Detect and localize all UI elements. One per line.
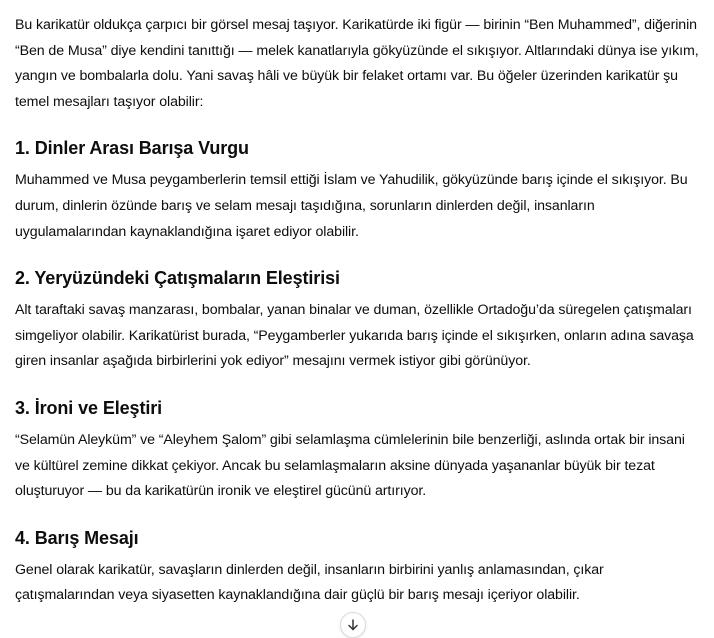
assistant-message (15, 13, 699, 609)
section-body-3: “Selamün Aleyküm” ve “Aleyhem Şalom” gibi selamlaşma cümlelerinin bile benzerliği, aslında ortak bir insani ve kültürel zemine dikkat çekiyor. Ancak bu selamlaşmaların aksine dünyada yaşananlar büyük bir tezat oluşturuyor — bu da karikatürün ironik ve eleştirel gücünü artırıyor. (15, 431, 685, 500)
section-body-4: Genel olarak karikatür, savaşların dinlerden değil, insanların birbirini yanlış anlamasından, çıkar çatışmalarından veya siyasetten kaynaklandığına dair güçlü bir barış mesajı içeriyor olabilir. (15, 561, 604, 604)
section-body-2: Alt taraftaki savaş manzarası, bombalar, yanan binalar ve duman, özellikle Ortadoğu’da süregelen çatışmaları simgeliyor olabilir. Karikatürist burada, “Peygamberler yukarıda barış içinde el sıkışırken, onların adına savaşa giren insanlar aşağıda birbirlerini yok ediyor” mesajını vermek istiyor gibi görünüyor. (15, 302, 694, 370)
arrow-down-icon (346, 618, 360, 632)
intro-paragraph: Bu karikatür oldukça çarpıcı bir görsel mesaj taşıyor. Karikatürde iki figür — birinin “Ben Muhammed”, diğerinin “Ben de Musa” diye kendini tanıttığı — melek kanatlarıyla gökyüzünde el sıkışıyor. Altlarındaki dünya ise yıkım, yangın ve bombalarla dolu. Yani savaş hâli ve büyük bir felaket ortamı var. Bu öğeler üzerinden karikatür şu temel mesajları taşıyor olabilir: (15, 17, 699, 110)
section-heading-2: 2. Yeryüzündeki Çatışmaların Eleştirisi (15, 268, 340, 289)
section-body-1: Muhammed ve Musa peygamberlerin temsil ettiği İslam ve Yahudilik, gökyüzünde barış içinde el sıkışıyor. Bu durum, dinlerin özünde barış ve selam mesajı taşıdığına, sorunların dinlerden değil, insanların uygulamalarından kaynaklandığına işaret ediyor olabilir. (15, 172, 688, 240)
scroll-to-bottom-button[interactable] (340, 612, 366, 638)
section-heading-3: 3. İroni ve Eleştiri (15, 397, 163, 418)
section-heading-4: 4. Barış Mesajı (15, 527, 139, 548)
section-heading-1: 1. Dinler Arası Barışa Vurgu (15, 138, 249, 159)
